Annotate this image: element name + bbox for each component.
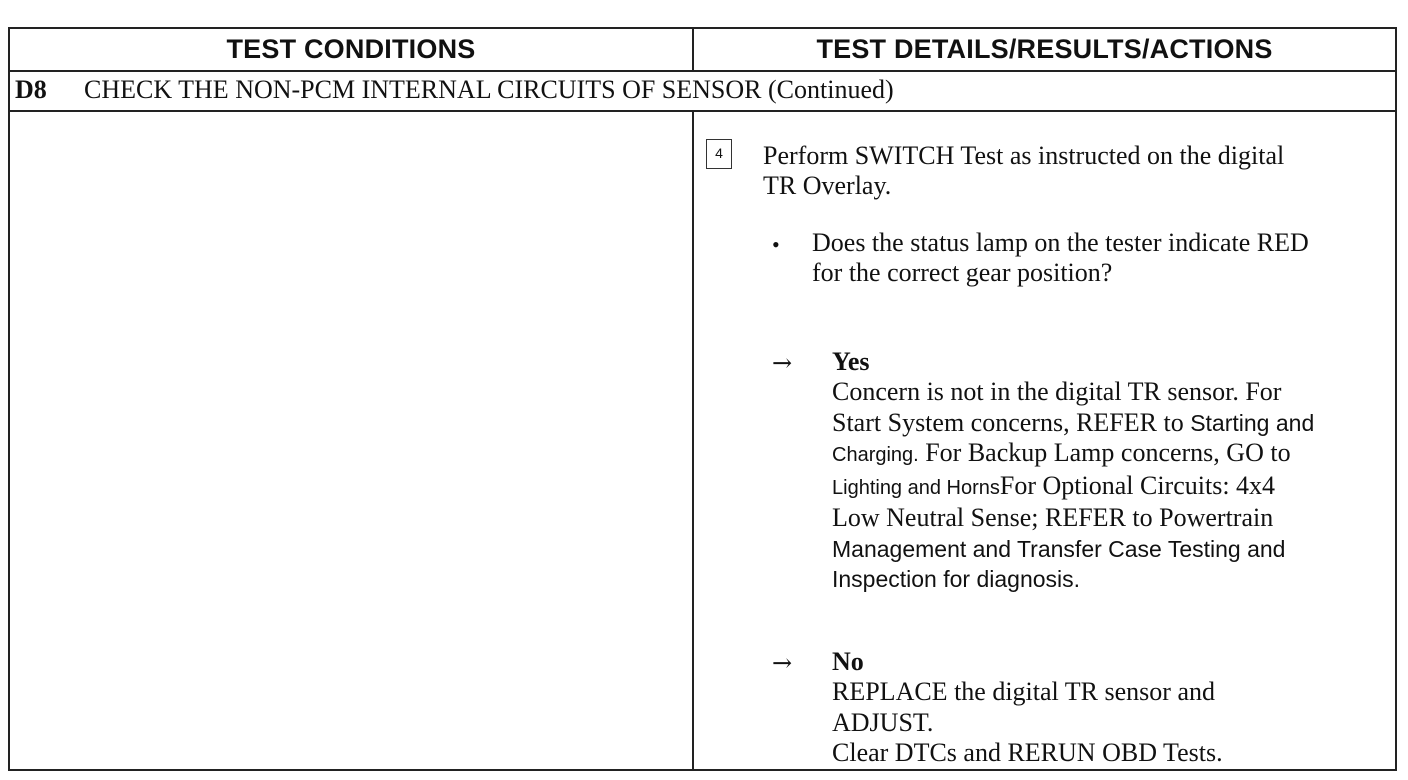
question-text bbox=[812, 228, 1397, 288]
answer-line: ADJUST. bbox=[832, 707, 934, 737]
test-details-cell bbox=[694, 112, 1395, 769]
answer-text: For Backup Lamp concerns, GO to bbox=[918, 438, 1291, 467]
no-answer-text bbox=[832, 677, 1402, 769]
right-arrow-icon: → bbox=[772, 649, 793, 677]
yes-answer-text bbox=[832, 377, 1402, 595]
yes-label: Yes bbox=[832, 347, 870, 376]
question-line: for the correct gear position? bbox=[812, 258, 1113, 287]
test-details-heading: TEST DETAILS/RESULTS/ACTIONS bbox=[816, 34, 1273, 64]
question-line: Does the status lamp on the tester indicate RED bbox=[812, 228, 1309, 257]
answer-line: REPLACE the digital TR sensor and bbox=[832, 677, 1215, 706]
answer-text: for diagnosis. bbox=[936, 566, 1081, 592]
reference-link: Charging. bbox=[832, 444, 919, 466]
instruction-text bbox=[763, 141, 1383, 201]
answer-text: Start System concerns, REFER to bbox=[832, 407, 1191, 437]
answer-line bbox=[832, 438, 1402, 471]
step-title: CHECK THE NON-PCM INTERNAL CIRCUITS OF SENSOR (Continued) bbox=[84, 75, 894, 104]
step-number-box: 4 bbox=[706, 139, 732, 169]
answer-text: For Optional Circuits: 4x4 bbox=[999, 470, 1276, 500]
reference-link: Management and Transfer Case Testing and bbox=[832, 535, 1286, 562]
right-arrow-icon: → bbox=[772, 349, 793, 377]
bullet-icon: • bbox=[772, 232, 780, 257]
instruction-line: TR Overlay. bbox=[763, 171, 892, 200]
step-id: D8 bbox=[15, 75, 47, 104]
reference-link: Inspection bbox=[832, 566, 937, 592]
reference-link: Starting and bbox=[1190, 409, 1315, 436]
no-label: No bbox=[832, 647, 864, 676]
answer-line bbox=[832, 564, 1402, 595]
reference-link: Lighting and Horns bbox=[832, 476, 1000, 499]
answer-line bbox=[832, 471, 1402, 504]
diagnostic-table bbox=[8, 27, 1397, 771]
answer-line: Low Neutral Sense; REFER to Powertrain bbox=[832, 503, 1274, 532]
answer-line bbox=[832, 408, 1402, 439]
test-conditions-heading: TEST CONDITIONS bbox=[226, 34, 476, 64]
step-title-row bbox=[10, 70, 1395, 112]
answer-line: Clear DTCs and RERUN OBD Tests. bbox=[832, 738, 1223, 767]
table-header-row bbox=[10, 29, 1395, 72]
answer-line: Concern is not in the digital TR sensor. For bbox=[832, 377, 1282, 406]
instruction-line: Perform SWITCH Test as instructed on the digital bbox=[763, 141, 1285, 170]
